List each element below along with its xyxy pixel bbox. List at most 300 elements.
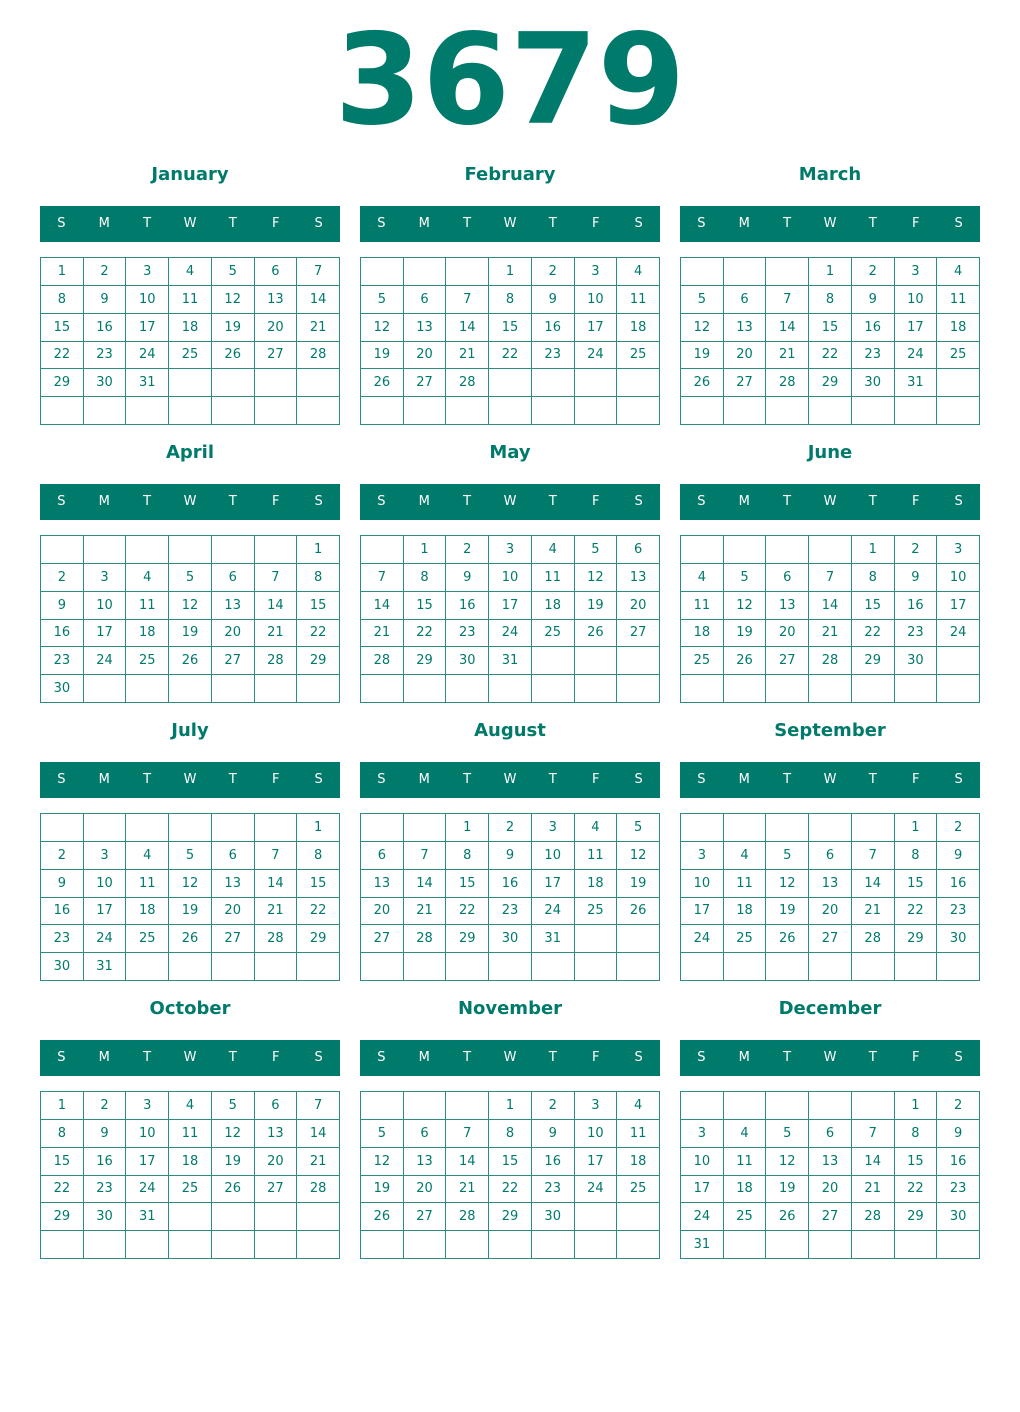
month-name: May [489, 442, 531, 463]
day-cell: 29 [895, 1203, 938, 1231]
month-name: September [774, 720, 886, 741]
day-cell: 12 [361, 314, 404, 342]
day-cell: 5 [575, 536, 618, 564]
empty-day-cell [617, 1231, 660, 1259]
day-cell: 28 [297, 342, 340, 370]
weekday-label: F [591, 772, 600, 787]
weekday-label: T [868, 772, 877, 787]
empty-day-cell [84, 397, 127, 425]
day-cell: 30 [84, 1203, 127, 1231]
day-cell: 27 [617, 620, 660, 648]
day-cell: 9 [41, 870, 84, 898]
day-cell: 30 [446, 647, 489, 675]
empty-day-cell [361, 675, 404, 703]
empty-day-cell [297, 675, 340, 703]
day-cell: 12 [212, 1120, 255, 1148]
day-cell: 19 [212, 1148, 255, 1176]
day-cell: 21 [446, 342, 489, 370]
day-cell: 5 [617, 814, 660, 842]
day-cell: 10 [84, 592, 127, 620]
empty-day-cell [809, 397, 852, 425]
day-cell: 3 [489, 536, 532, 564]
day-cell: 24 [681, 925, 724, 953]
day-cell: 1 [41, 258, 84, 286]
month-name: June [807, 442, 853, 463]
day-cell: 1 [852, 536, 895, 564]
day-cell: 24 [84, 925, 127, 953]
day-cell: 2 [532, 1092, 575, 1120]
empty-day-cell [532, 953, 575, 981]
day-grid [360, 1091, 660, 1259]
weekday-label: M [418, 216, 430, 231]
day-cell: 8 [41, 286, 84, 314]
empty-day-cell [681, 258, 724, 286]
empty-day-cell [724, 536, 767, 564]
month-name: February [464, 164, 556, 185]
day-cell: 11 [681, 592, 724, 620]
weekday-label: T [228, 494, 237, 509]
day-cell: 3 [895, 258, 938, 286]
empty-day-cell [852, 1092, 895, 1120]
empty-day-cell [895, 1231, 938, 1259]
empty-day-cell [489, 1231, 532, 1259]
day-cell: 28 [446, 369, 489, 397]
empty-day-cell [361, 536, 404, 564]
day-cell: 30 [41, 675, 84, 703]
empty-day-cell [937, 397, 980, 425]
day-cell: 1 [446, 814, 489, 842]
day-cell: 31 [681, 1231, 724, 1259]
empty-day-cell [212, 814, 255, 842]
day-cell: 24 [126, 342, 169, 370]
day-cell: 18 [617, 1148, 660, 1176]
day-cell: 13 [255, 286, 298, 314]
day-cell: 10 [489, 564, 532, 592]
empty-day-cell [724, 675, 767, 703]
day-cell: 19 [724, 620, 767, 648]
day-cell: 20 [617, 592, 660, 620]
weekday-label: W [823, 1050, 837, 1065]
day-cell: 14 [446, 314, 489, 342]
day-cell: 7 [404, 842, 447, 870]
empty-day-cell [489, 953, 532, 981]
day-cell: 5 [724, 564, 767, 592]
weekday-label: T [143, 494, 152, 509]
day-cell: 12 [212, 286, 255, 314]
day-cell: 7 [852, 842, 895, 870]
weekday-label: W [183, 216, 197, 231]
day-cell: 25 [617, 1176, 660, 1204]
empty-day-cell [446, 953, 489, 981]
weekday-label: F [271, 772, 280, 787]
weekday-label: T [463, 216, 472, 231]
day-cell: 4 [532, 536, 575, 564]
month-name: November [457, 998, 563, 1019]
day-cell: 3 [126, 1092, 169, 1120]
day-cell: 13 [404, 1148, 447, 1176]
day-cell: 14 [297, 1120, 340, 1148]
weekday-label: F [911, 494, 920, 509]
weekday-label: T [783, 216, 792, 231]
empty-day-cell [126, 1231, 169, 1259]
day-cell: 4 [724, 842, 767, 870]
empty-day-cell [84, 1231, 127, 1259]
day-cell: 7 [297, 1092, 340, 1120]
day-cell: 1 [489, 258, 532, 286]
weekday-label: W [823, 216, 837, 231]
day-cell: 21 [766, 342, 809, 370]
day-cell: 27 [724, 369, 767, 397]
day-cell: 20 [809, 1176, 852, 1204]
empty-day-cell [255, 397, 298, 425]
empty-day-cell [255, 675, 298, 703]
day-cell: 16 [937, 870, 980, 898]
weekday-label: S [634, 216, 643, 231]
day-cell: 6 [212, 564, 255, 592]
day-cell: 28 [255, 647, 298, 675]
weekday-label: W [823, 494, 837, 509]
day-cell: 18 [724, 1176, 767, 1204]
day-cell: 8 [895, 1120, 938, 1148]
day-cell: 1 [895, 1092, 938, 1120]
day-cell: 13 [724, 314, 767, 342]
empty-day-cell [361, 953, 404, 981]
day-cell: 24 [532, 898, 575, 926]
day-cell: 5 [169, 842, 212, 870]
day-cell: 21 [361, 620, 404, 648]
day-cell: 11 [575, 842, 618, 870]
day-cell: 11 [724, 870, 767, 898]
day-cell: 29 [297, 925, 340, 953]
weekday-label: S [697, 216, 706, 231]
empty-day-cell [446, 258, 489, 286]
day-cell: 18 [169, 1148, 212, 1176]
empty-day-cell [681, 1092, 724, 1120]
day-cell: 26 [766, 1203, 809, 1231]
day-cell: 20 [404, 1176, 447, 1204]
weekday-label: T [548, 1050, 557, 1065]
day-cell: 30 [895, 647, 938, 675]
day-cell: 13 [212, 592, 255, 620]
month-name: April [165, 442, 215, 463]
day-cell: 27 [255, 1176, 298, 1204]
day-cell: 26 [169, 925, 212, 953]
weekday-label: T [228, 216, 237, 231]
day-grid [680, 535, 980, 703]
day-cell: 28 [852, 925, 895, 953]
empty-day-cell [575, 925, 618, 953]
day-cell: 16 [532, 1148, 575, 1176]
day-cell: 28 [446, 1203, 489, 1231]
day-cell: 28 [297, 1176, 340, 1204]
day-cell: 26 [766, 925, 809, 953]
day-cell: 23 [41, 925, 84, 953]
empty-day-cell [84, 814, 127, 842]
day-cell: 17 [126, 1148, 169, 1176]
empty-day-cell [84, 675, 127, 703]
day-cell: 23 [532, 1176, 575, 1204]
day-cell: 4 [169, 1092, 212, 1120]
weekday-label: W [503, 1050, 517, 1065]
weekday-header [360, 206, 660, 242]
day-cell: 21 [404, 898, 447, 926]
day-cell: 6 [255, 1092, 298, 1120]
day-cell: 22 [895, 1176, 938, 1204]
day-cell: 27 [404, 369, 447, 397]
month-name: December [778, 998, 882, 1019]
day-cell: 23 [489, 898, 532, 926]
empty-day-cell [852, 953, 895, 981]
day-cell: 3 [575, 258, 618, 286]
day-cell: 8 [446, 842, 489, 870]
day-cell: 10 [681, 1148, 724, 1176]
weekday-label: M [418, 772, 430, 787]
day-cell: 29 [41, 1203, 84, 1231]
day-cell: 15 [895, 870, 938, 898]
day-cell: 6 [404, 1120, 447, 1148]
day-cell: 1 [489, 1092, 532, 1120]
empty-day-cell [255, 953, 298, 981]
empty-day-cell [617, 369, 660, 397]
empty-day-cell [41, 814, 84, 842]
day-cell: 7 [446, 1120, 489, 1148]
day-cell: 20 [255, 314, 298, 342]
day-cell: 22 [404, 620, 447, 648]
day-cell: 26 [575, 620, 618, 648]
day-cell: 26 [169, 647, 212, 675]
weekday-label: T [228, 772, 237, 787]
empty-day-cell [895, 397, 938, 425]
empty-day-cell [724, 397, 767, 425]
empty-day-cell [404, 1092, 447, 1120]
day-cell: 15 [297, 592, 340, 620]
empty-day-cell [575, 647, 618, 675]
empty-day-cell [724, 814, 767, 842]
day-grid [40, 257, 340, 425]
day-cell: 13 [255, 1120, 298, 1148]
day-cell: 19 [617, 870, 660, 898]
day-cell: 24 [84, 647, 127, 675]
day-cell: 12 [766, 1148, 809, 1176]
day-cell: 30 [84, 369, 127, 397]
day-cell: 19 [361, 1176, 404, 1204]
empty-day-cell [852, 814, 895, 842]
weekday-label: F [911, 216, 920, 231]
day-cell: 2 [84, 258, 127, 286]
day-cell: 9 [41, 592, 84, 620]
day-cell: 11 [617, 1120, 660, 1148]
day-grid [360, 813, 660, 981]
day-cell: 18 [126, 898, 169, 926]
weekday-label: M [98, 1050, 110, 1065]
weekday-header [680, 762, 980, 798]
day-cell: 5 [212, 258, 255, 286]
day-cell: 9 [84, 1120, 127, 1148]
empty-day-cell [169, 397, 212, 425]
weekday-label: T [463, 1050, 472, 1065]
day-cell: 15 [489, 1148, 532, 1176]
day-cell: 20 [404, 342, 447, 370]
empty-day-cell [766, 953, 809, 981]
day-cell: 9 [937, 1120, 980, 1148]
day-cell: 13 [361, 870, 404, 898]
day-cell: 17 [84, 898, 127, 926]
day-cell: 25 [617, 342, 660, 370]
day-cell: 8 [489, 286, 532, 314]
empty-day-cell [681, 953, 724, 981]
empty-day-cell [489, 397, 532, 425]
weekday-label: S [377, 216, 386, 231]
empty-day-cell [41, 1231, 84, 1259]
weekday-label: S [314, 494, 323, 509]
day-cell: 22 [489, 342, 532, 370]
empty-day-cell [297, 953, 340, 981]
day-cell: 26 [724, 647, 767, 675]
weekday-header [360, 484, 660, 520]
empty-day-cell [126, 675, 169, 703]
day-cell: 11 [617, 286, 660, 314]
day-cell: 23 [84, 1176, 127, 1204]
day-cell: 4 [126, 842, 169, 870]
day-cell: 27 [809, 925, 852, 953]
day-cell: 7 [852, 1120, 895, 1148]
empty-day-cell [617, 675, 660, 703]
empty-day-cell [617, 953, 660, 981]
day-cell: 5 [169, 564, 212, 592]
day-cell: 28 [766, 369, 809, 397]
empty-day-cell [766, 1231, 809, 1259]
day-cell: 23 [446, 620, 489, 648]
empty-day-cell [575, 1203, 618, 1231]
day-cell: 8 [297, 564, 340, 592]
weekday-label: S [634, 772, 643, 787]
weekday-label: M [98, 216, 110, 231]
empty-day-cell [895, 953, 938, 981]
day-cell: 27 [766, 647, 809, 675]
day-cell: 20 [766, 620, 809, 648]
weekday-label: S [954, 772, 963, 787]
weekday-label: S [697, 772, 706, 787]
day-cell: 10 [84, 870, 127, 898]
weekday-label: T [463, 772, 472, 787]
day-cell: 30 [937, 1203, 980, 1231]
weekday-header [360, 1040, 660, 1076]
empty-day-cell [724, 258, 767, 286]
day-cell: 27 [212, 647, 255, 675]
empty-day-cell [41, 536, 84, 564]
weekday-label: T [463, 494, 472, 509]
day-cell: 29 [297, 647, 340, 675]
day-cell: 5 [212, 1092, 255, 1120]
weekday-label: M [738, 216, 750, 231]
day-cell: 21 [255, 898, 298, 926]
empty-day-cell [809, 953, 852, 981]
empty-day-cell [575, 675, 618, 703]
day-cell: 7 [361, 564, 404, 592]
day-cell: 16 [489, 870, 532, 898]
empty-day-cell [169, 1203, 212, 1231]
day-cell: 14 [297, 286, 340, 314]
day-cell: 17 [126, 314, 169, 342]
day-cell: 23 [532, 342, 575, 370]
day-cell: 24 [575, 342, 618, 370]
day-cell: 10 [895, 286, 938, 314]
day-cell: 11 [937, 286, 980, 314]
weekday-header [680, 206, 980, 242]
empty-day-cell [404, 953, 447, 981]
empty-day-cell [937, 369, 980, 397]
empty-day-cell [126, 397, 169, 425]
day-cell: 4 [724, 1120, 767, 1148]
day-cell: 7 [809, 564, 852, 592]
day-cell: 17 [681, 1176, 724, 1204]
month-name: March [798, 164, 862, 185]
empty-day-cell [724, 1231, 767, 1259]
day-cell: 6 [617, 536, 660, 564]
day-cell: 17 [575, 314, 618, 342]
day-cell: 16 [84, 1148, 127, 1176]
weekday-label: F [591, 494, 600, 509]
day-cell: 16 [852, 314, 895, 342]
day-cell: 14 [361, 592, 404, 620]
day-cell: 6 [809, 1120, 852, 1148]
weekday-label: M [738, 772, 750, 787]
day-cell: 27 [404, 1203, 447, 1231]
day-cell: 11 [126, 870, 169, 898]
day-cell: 18 [937, 314, 980, 342]
day-cell: 2 [41, 842, 84, 870]
day-cell: 6 [724, 286, 767, 314]
day-cell: 21 [297, 1148, 340, 1176]
weekday-label: S [377, 1050, 386, 1065]
weekday-label: M [98, 772, 110, 787]
day-cell: 26 [361, 369, 404, 397]
empty-day-cell [809, 814, 852, 842]
day-cell: 25 [126, 925, 169, 953]
month-name: August [474, 720, 546, 741]
day-cell: 15 [446, 870, 489, 898]
day-cell: 18 [532, 592, 575, 620]
empty-day-cell [766, 258, 809, 286]
day-cell: 19 [212, 314, 255, 342]
weekday-label: W [503, 494, 517, 509]
weekday-header [680, 484, 980, 520]
day-cell: 29 [895, 925, 938, 953]
day-cell: 12 [617, 842, 660, 870]
day-cell: 5 [361, 286, 404, 314]
day-cell: 12 [361, 1148, 404, 1176]
day-cell: 21 [297, 314, 340, 342]
day-cell: 6 [255, 258, 298, 286]
day-cell: 12 [169, 870, 212, 898]
day-cell: 26 [617, 898, 660, 926]
empty-day-cell [169, 675, 212, 703]
day-cell: 20 [724, 342, 767, 370]
empty-day-cell [212, 369, 255, 397]
day-grid [40, 813, 340, 981]
weekday-header [40, 762, 340, 798]
empty-day-cell [404, 1231, 447, 1259]
empty-day-cell [489, 369, 532, 397]
empty-day-cell [169, 953, 212, 981]
day-cell: 12 [681, 314, 724, 342]
empty-day-cell [895, 675, 938, 703]
empty-day-cell [404, 675, 447, 703]
empty-day-cell [404, 397, 447, 425]
weekday-label: F [591, 1050, 600, 1065]
weekday-label: S [377, 772, 386, 787]
weekday-label: T [783, 494, 792, 509]
